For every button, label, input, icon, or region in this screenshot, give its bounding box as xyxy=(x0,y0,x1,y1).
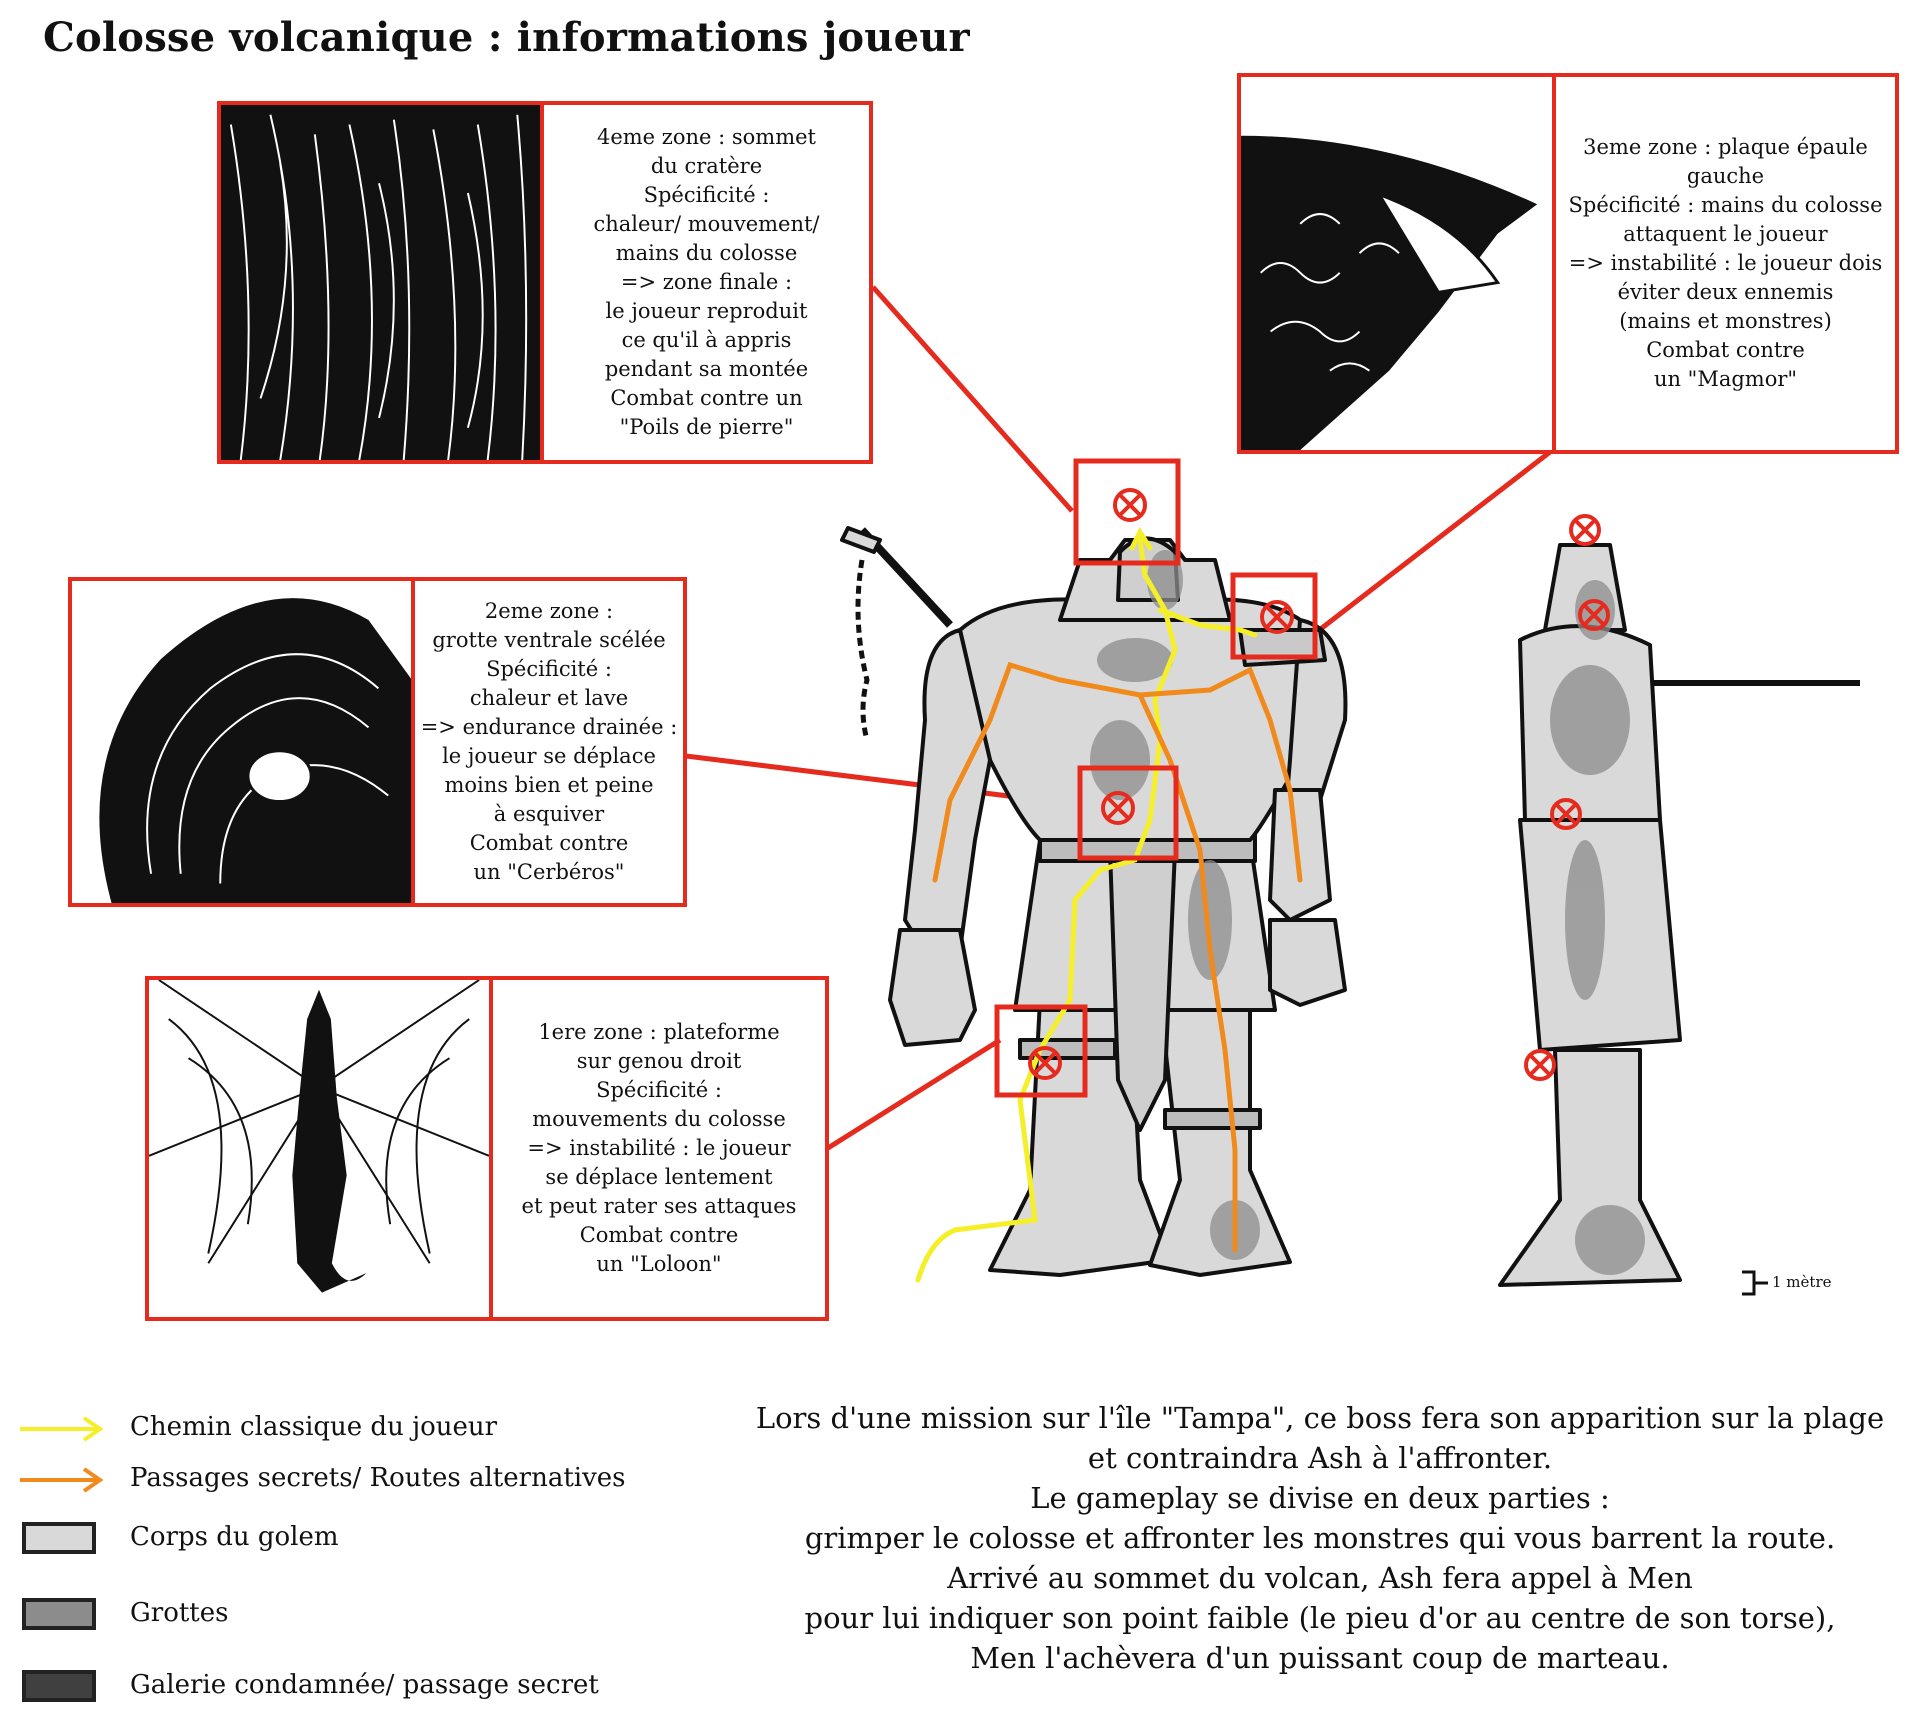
crater-cone xyxy=(1118,539,1178,601)
golem-side-view xyxy=(1500,545,1860,1285)
page-title: Colosse volcanique : informations joueur xyxy=(43,14,970,61)
side-skirt xyxy=(1520,820,1680,1050)
zone-1-callout xyxy=(145,976,829,1321)
left-fist xyxy=(1270,920,1345,1005)
main-path xyxy=(918,532,1255,1280)
front-caves xyxy=(1090,550,1260,1260)
story-description: Lors d'une mission sur l'île "Tampa", ce boss fera son apparition sur la plage et contraindra Ash à l'affronter. Le gameplay se divise en deux parties : grimper le colosse et affronter les monstres qui vous barrent la route. Arrivé au sommet du volcan, Ash fera appel à Men pour lui indiquer son point faible (le pieu d'or au centre de son torse), Men l'achèvera d'un puissant coup de marteau. xyxy=(755,1401,1885,1675)
left-leg xyxy=(1150,1000,1290,1275)
zone-2-callout xyxy=(68,577,687,907)
knee-ring xyxy=(1020,1040,1115,1058)
scale-bar xyxy=(1742,1272,1768,1294)
connector-zone-1 xyxy=(828,1040,1000,1148)
right-arm xyxy=(905,630,990,960)
hammer-head xyxy=(842,528,880,552)
marker-box-zone-2 xyxy=(1080,768,1176,858)
zone-4-text: 4eme zone : sommet du cratère Spécificité : chaleur/ mouvement/ mains du colosse => zone finale : le joueur reproduit ce qu'il à appris pendant sa montée Combat contre un "Poils de pierre" xyxy=(593,125,820,439)
shin-ring xyxy=(1165,1110,1260,1128)
zone-3-callout xyxy=(1237,73,1899,454)
right-leg xyxy=(990,1000,1170,1275)
side-torso xyxy=(1520,626,1660,820)
scale-label: 1 mètre xyxy=(1772,1273,1832,1291)
zone-2-illustration xyxy=(72,581,415,903)
skirt xyxy=(1015,840,1275,1010)
torso xyxy=(960,599,1320,840)
left-shoulder-plate xyxy=(1285,620,1345,820)
left-arm xyxy=(1270,790,1330,920)
marker-box-zone-4 xyxy=(1076,461,1178,563)
body-swatch xyxy=(22,1522,96,1554)
gallery-swatch xyxy=(22,1670,96,1702)
connector-zone-4 xyxy=(873,287,1072,511)
side-caves xyxy=(1550,580,1645,1275)
connector-zone-3 xyxy=(1318,452,1550,631)
secret-path xyxy=(935,665,1300,1250)
orange-arrow-icon xyxy=(18,1465,104,1495)
hammer-handle xyxy=(862,530,950,625)
connector-zone-2 xyxy=(686,756,1081,805)
side-head xyxy=(1545,545,1625,630)
belt xyxy=(1040,835,1255,861)
chain xyxy=(858,560,867,740)
zone-4-illustration xyxy=(221,105,544,460)
side-zone-markers xyxy=(1526,516,1608,1079)
shoulder-plate xyxy=(1240,630,1325,665)
caves-swatch xyxy=(22,1598,96,1630)
neck xyxy=(1060,540,1230,620)
golem-front-view xyxy=(842,528,1345,1275)
zone-2-text: 2eme zone : grotte ventrale scélée Spécificité : chaleur et lave => endurance drainée : le joueur se déplace moins bien et peine à esquiver Combat contre un "Cerbéros" xyxy=(420,599,678,884)
zone-1-illustration xyxy=(149,980,493,1317)
zone-3-text: 3eme zone : plaque épaule gauche Spécificité : mains du colosse attaquent le joueur => instabilité : le joueur dois éviter deux ennemis (mains et monstres) Combat contre un "Magmor" xyxy=(1568,135,1883,391)
zone-1-text: 1ere zone : plateforme sur genou droit Spécificité : mouvements du colosse => instabilité : le joueur se déplace lentement et peut rater ses attaques Combat contre un "Loloon" xyxy=(521,1020,797,1276)
yellow-arrow-icon xyxy=(18,1414,104,1444)
zone-3-illustration xyxy=(1241,77,1556,450)
front-plate xyxy=(1110,850,1175,1130)
front-zone-markers xyxy=(997,461,1315,1095)
zone-4-callout xyxy=(217,101,873,464)
marker-box-zone-1 xyxy=(997,1007,1085,1095)
marker-box-zone-3 xyxy=(1233,575,1315,657)
right-hand xyxy=(890,930,975,1045)
side-leg xyxy=(1500,1050,1680,1285)
